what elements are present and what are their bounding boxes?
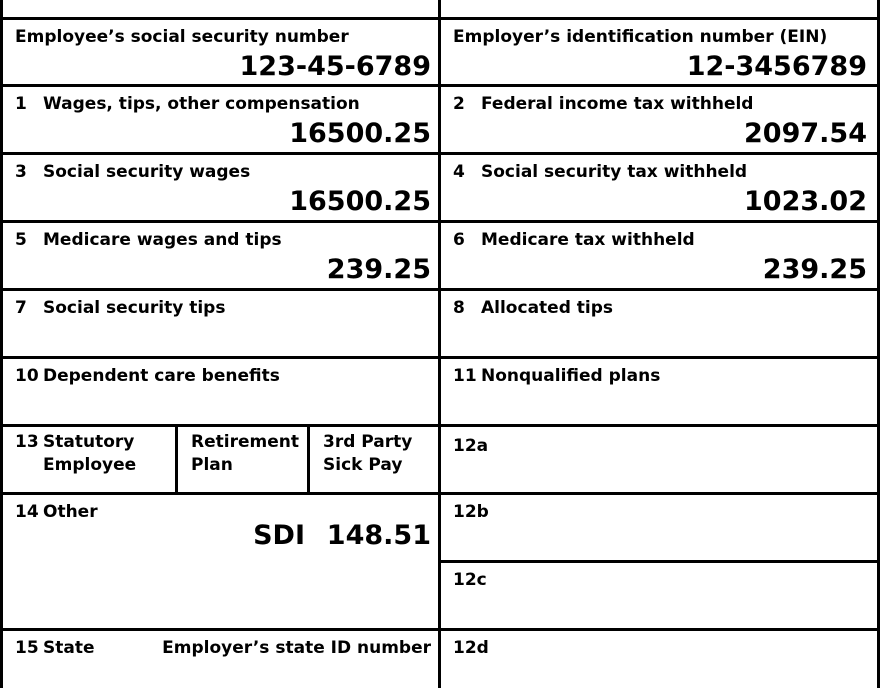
- employer-ein-box: [438, 17, 880, 87]
- box-15-state-id-label: Employer’s state ID number: [162, 638, 431, 658]
- box-12d-label: 12d: [453, 638, 489, 658]
- box-5-medicare-wages: [0, 220, 441, 291]
- box-8-label: 8 Allocated tips: [453, 298, 614, 318]
- box-12b-label: 12b: [453, 502, 489, 522]
- box-3-value: 16500.25: [289, 186, 431, 217]
- box-4-value: 1023.02: [744, 186, 867, 217]
- box-10-label: 10 Dependent care benefits: [15, 366, 280, 386]
- box-13-statutory-employee: 13 Statutory Employee: [15, 432, 137, 475]
- box-3-label: 3 Social security wages: [15, 162, 251, 182]
- box-7-ss-tips: [0, 288, 441, 359]
- box-4-ss-tax: [438, 152, 880, 223]
- box-2-federal-tax: [438, 84, 880, 155]
- employee-ssn-box: [0, 17, 441, 87]
- box-11-label: 11 Nonqualified plans: [453, 366, 661, 386]
- box-15-label: 15 State: [15, 638, 95, 658]
- box-12a: [438, 424, 880, 495]
- employer-ein-value: 12-3456789: [686, 51, 867, 82]
- box-3-ss-wages: [0, 152, 441, 223]
- box-6-label: 6 Medicare tax withheld: [453, 230, 695, 250]
- box-6-value: 239.25: [762, 254, 867, 285]
- box-12c-label: 12c: [453, 570, 487, 590]
- employer-ein-label: Employer’s identification number (EIN): [453, 27, 828, 47]
- box-13-retirement-plan: Retirement Plan: [191, 432, 299, 475]
- box-5-value: 239.25: [326, 254, 431, 285]
- box-1-wages: [0, 84, 441, 155]
- employee-ssn-value: 123-45-6789: [239, 51, 431, 82]
- box-13-divider-1: [175, 427, 178, 495]
- box-5-label: 5 Medicare wages and tips: [15, 230, 282, 250]
- box-12d: [438, 628, 880, 688]
- box-12b: [438, 492, 880, 563]
- box-14-amount: 148.51: [326, 520, 431, 551]
- box-7-label: 7 Social security tips: [15, 298, 226, 318]
- box-4-label: 4 Social security tax withheld: [453, 162, 748, 182]
- box-6-medicare-tax: [438, 220, 880, 291]
- box-13-divider-2: [307, 427, 310, 495]
- box-13-checkboxes: [0, 424, 441, 495]
- box-14-label: 14 Other: [15, 502, 98, 522]
- box-13-third-party-sick-pay: 3rd Party Sick Pay: [323, 432, 413, 475]
- box-1-value: 16500.25: [289, 118, 431, 149]
- box-1-label: 1 Wages, tips, other compensation: [15, 94, 360, 114]
- box-14-code: SDI: [253, 520, 305, 551]
- box-12c: [438, 560, 880, 631]
- box-10-dependent-care: [0, 356, 441, 427]
- box-2-value: 2097.54: [744, 118, 867, 149]
- employee-ssn-label: Employee’s social security number: [15, 27, 349, 47]
- box-12a-label: 12a: [453, 436, 489, 456]
- box-2-label: 2 Federal income tax withheld: [453, 94, 754, 114]
- box-11-nonqualified-plans: [438, 356, 880, 427]
- box-15-state: [0, 628, 441, 688]
- box-8-allocated-tips: [438, 288, 880, 359]
- box-14-other: [0, 492, 441, 631]
